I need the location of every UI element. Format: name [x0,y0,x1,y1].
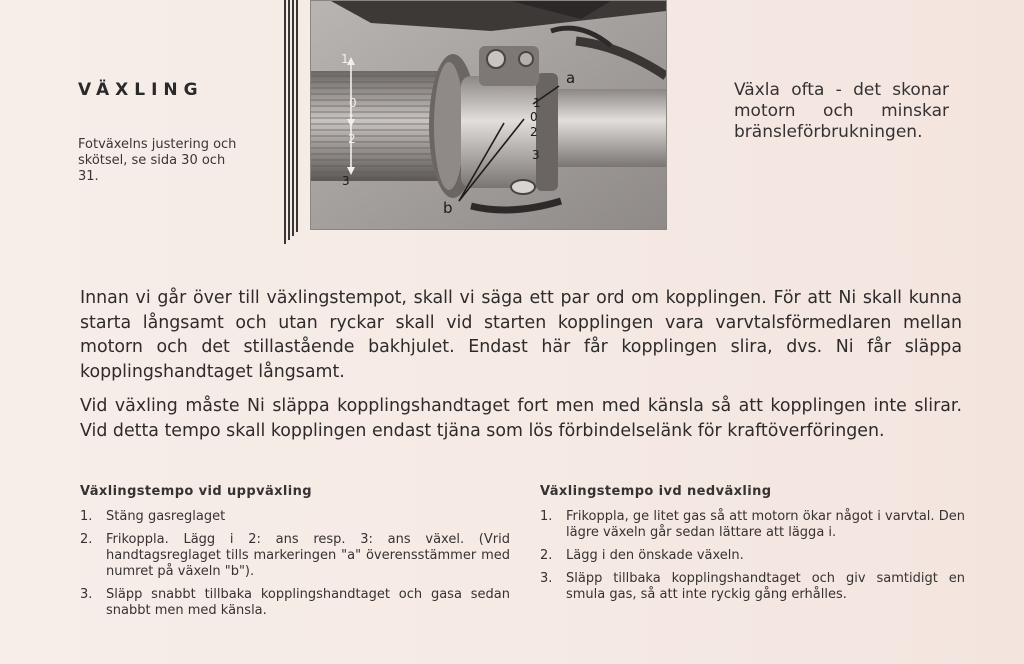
body-text [80,286,962,453]
list-item [80,587,510,619]
step-text: Frikoppla, ge litet gas så att motorn ökar något i varvtal. Den lägre växeln går sedan lättare att lägga i. [566,509,965,540]
section-title: VÄXLING [78,80,204,100]
housing-scale-0: 0 [530,110,538,124]
step-number: 2. [80,532,93,547]
list-item [80,532,510,580]
upshift-section [80,484,510,626]
step-text: Lägg i den önskade växeln. [566,548,744,563]
step-text: Frikoppla. Lägg i 2: ans resp. 3: ans växel. (Vrid handtagsreglaget tills markeringen "a" överensstämmer med numret på växeln "b"). [106,532,510,579]
list-item [540,509,965,541]
step-number: 3. [540,571,553,586]
paragraph-clutch-shift: Vid växling måste Ni släppa kopplingshandtaget fort men med känsla så att kopplingen inte slirar. Vid detta tempo skall kopplingen endast tjäna som lös förbindelselänk för kraftöverföringen. [80,396,962,441]
upshift-heading: Växlingstempo vid uppväxling [80,484,312,499]
grip-scale-0: 0 [349,96,357,110]
paragraph-clutch-start: Innan vi går över till växlingstempot, skall vi säga ett par ord om kopplingen. För att Ni skall kunna starta långsamt och utan ryckar skall vid starten kopplingen vara varvtalsförmedlaren mellan motorn och det stillastående bakhjulet. Endast här får kopplingen slira, dvs. Ni får släppa kopplingshandtaget långsamt. [80,288,962,382]
grip-scale-dash: - [349,108,354,122]
downshift-steps [540,509,965,603]
housing-scale-2: 2 [530,125,538,139]
upshift-steps [80,509,510,619]
handlebar-photo [310,0,667,230]
vertical-rule-decoration [284,0,304,244]
step-number: 2. [540,548,553,563]
label-b: b [443,199,453,217]
downshift-section [540,484,965,610]
list-item [80,509,510,525]
list-item [540,571,965,603]
list-item [540,548,965,564]
side-note: Fotväxelns justering och skötsel, se sida 30 och 31. [78,137,237,184]
tip-quote: Växla ofta - det skonar motorn och minskar bränsleförbrukningen. [734,80,949,142]
label-a: a [566,69,576,87]
grip-scale-2: 2 [348,132,356,146]
housing-scale-3: 3 [532,148,540,162]
grip-scale-3: 3 [342,174,350,188]
downshift-heading: Växlingstempo ivd nedväxling [540,484,772,499]
step-number: 1. [80,509,93,524]
step-text: Släpp tillbaka kopplingshandtaget och giv samtidigt en smula gas, så att inte ryckig gång erhålles. [566,571,965,602]
step-number: 3. [80,587,93,602]
step-text: Släpp snabbt tillbaka kopplingshandtaget och gasa sedan snabbt men med känsla. [106,587,510,618]
grip-scale-1: 1 [341,52,349,66]
step-number: 1. [540,509,553,524]
step-text: Stäng gasreglaget [106,509,226,524]
housing-scale-1: 1 [533,96,541,110]
